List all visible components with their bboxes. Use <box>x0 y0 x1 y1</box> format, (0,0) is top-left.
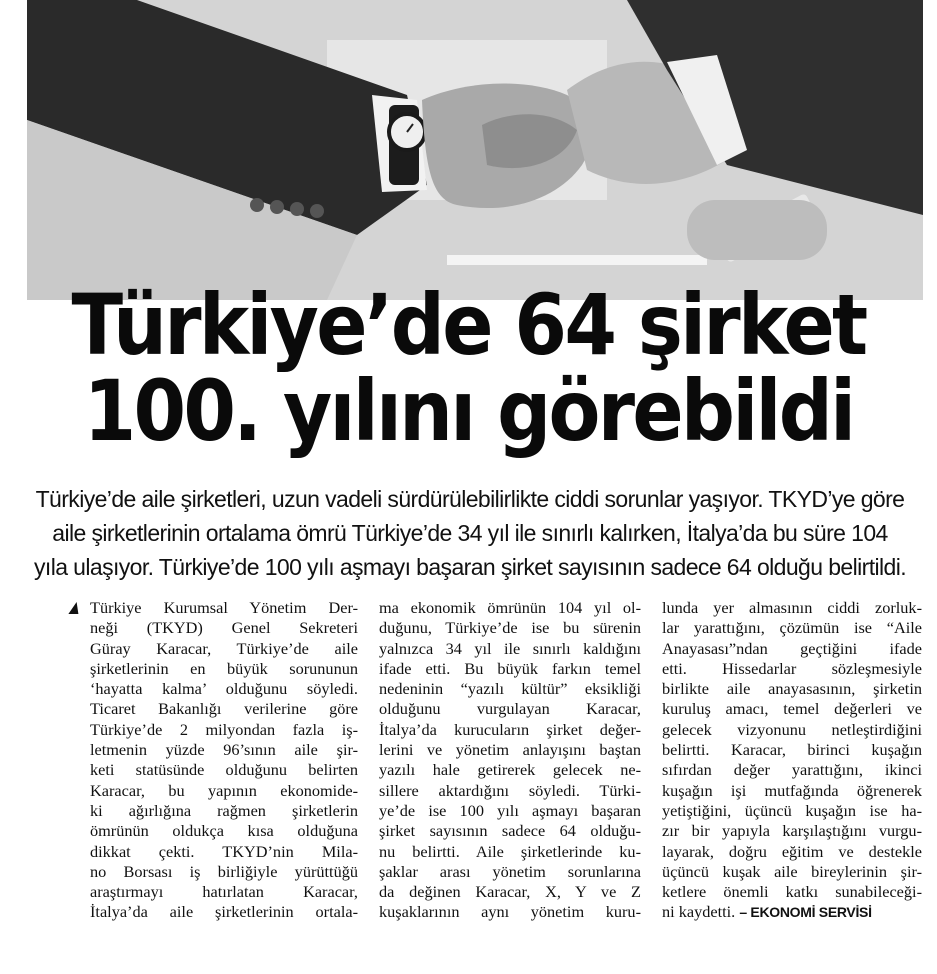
column-3-last-line <box>662 902 922 922</box>
column-2-line: sillere aktardığını söyledi. Türki- <box>379 780 641 800</box>
column-3-line: ni kaydetti. <box>662 902 736 922</box>
column-2-line: ifade etti. Bu büyük farkın temel <box>379 658 641 678</box>
paragraph-marker-icon <box>68 602 81 614</box>
column-3-line: ketlere önemli katkı sunabileceği- <box>662 882 922 902</box>
column-2-line: ma ekonomik ömrünün 104 yıl ol- <box>379 598 641 617</box>
column-1-line: letmenin yüzde 96’sının aile şir- <box>90 740 358 760</box>
column-3-line: yetiştiğini, üçüncü kuşağın ise ha- <box>662 800 922 820</box>
column-2-line: şirket sayısının sadece 64 olduğu- <box>379 821 641 841</box>
column-1-line: Güray Karacar, Türkiye’de aile <box>90 638 358 658</box>
column-3-line: lunda yer almasının ciddi zorluk- <box>662 598 922 617</box>
lead-line-1: Türkiye’de aile şirketleri, uzun vadeli sürdürülebilirlikte ciddi sorunlar yaşıyor. TKYD’ye göre <box>35 486 905 512</box>
column-2-line: nu belirtti. Aile şirketlerinde ku- <box>379 841 641 861</box>
column-2-line: ye’de ise 100 yılı aşmayı başaran <box>379 800 641 820</box>
column-1-line: ömrünün oldukça kısa olduğuna <box>90 821 358 841</box>
column-1-line: ki ağırlığına rağmen şirketlerin <box>90 800 358 820</box>
column-3-line: Anayasası”ndan geçtiğini ifade <box>662 638 922 658</box>
column-2-line: lerini ve yönetim anlayışını baştan <box>379 740 641 760</box>
column-1-line: keti statüsünde olduğunu belirten <box>90 760 358 780</box>
column-1-line: Türkiye’de 2 milyondan fazla iş- <box>90 719 358 739</box>
column-1-line: araştırmayı hatırlatan Karacar, <box>90 882 358 902</box>
column-1-line: no Borsası iş birliğiyle yürüttüğü <box>90 861 358 881</box>
column-3-line: sıfırdan değer yarattığını, ikinci <box>662 760 922 780</box>
handshake-illustration <box>27 0 923 300</box>
headline-line-2: 100. yılını görebildi <box>83 362 854 460</box>
column-2-line: yazılı hale getirerek gelecek ne- <box>379 760 641 780</box>
headline-line-1: Türkiye’de 64 şirket <box>71 276 866 374</box>
byline: – EKONOMİ SERVİSİ <box>739 904 872 921</box>
column-2-line: kuşaklarının aynı yönetim kuru- <box>379 902 641 922</box>
column-2-line: olduğunu vurgulayan Karacar, <box>379 699 641 719</box>
column-3-line: birlikte aile anayasasının, şirketin <box>662 679 922 699</box>
lead-line-2: aile şirketlerinin ortalama ömrü Türkiye’de 34 yıl ile sınırlı kalırken, İtalya’da bu süre 104 <box>52 520 888 546</box>
body-column-3 <box>662 598 922 923</box>
column-3-line: üçüncü kuşak aile bireylerinin şir- <box>662 861 922 881</box>
column-2-line: İtalya’da kurucuların şirket değer- <box>379 719 641 739</box>
column-1-line: Türkiye Kurumsal Yönetim Der- <box>90 598 358 617</box>
column-1-line: Ticaret Bakanlığı verilerine göre <box>90 699 358 719</box>
headline <box>47 276 890 460</box>
body-column-1 <box>90 598 358 923</box>
column-1-line: Karacar, bu yapının ekonomide- <box>90 780 358 800</box>
column-1-line: şirketlerinin en büyük sorununun <box>90 658 358 678</box>
body-column-2 <box>379 598 641 923</box>
column-3-line: kuşağın işi mutfağında öğrenerek <box>662 780 922 800</box>
column-2-line: yalnızca 34 yıl ile sınırlı kaldığını <box>379 638 641 658</box>
handshake-photo <box>27 0 923 300</box>
column-3-line: etti. Hissedarlar sözleşmesiyle <box>662 658 922 678</box>
column-3-line: kuruluş amacı, temel değerleri ve <box>662 699 922 719</box>
lead-paragraph <box>18 482 922 584</box>
lead-line-3: yıla ulaşıyor. Türkiye’de 100 yılı aşmayı başaran şirket sayısının sadece 64 olduğu belirtildi. <box>34 554 906 580</box>
column-2-line: şaklar arası yönetim sorunlarına <box>379 861 641 881</box>
column-3-line: layarak, doğru eğitim ve destekle <box>662 841 922 861</box>
column-1-line: İtalya’da aile şirketlerinin ortala- <box>90 902 358 922</box>
column-2-line: da değinen Karacar, X, Y ve Z <box>379 882 641 902</box>
column-2-line: nedeninin “yazılı kültür” eksikliği <box>379 679 641 699</box>
column-1-line: neği (TKYD) Genel Sekreteri <box>90 618 358 638</box>
column-3-line: lar yarattığını, çözümün ise “Aile <box>662 618 922 638</box>
column-3-line: gelecek vizyonunu netleştirdiğini <box>662 719 922 739</box>
column-1-line: ‘hayatta kalma’ olduğunu söyledi. <box>90 679 358 699</box>
column-3-line: zır bir yapıyla karşılaştığını vurgu- <box>662 821 922 841</box>
column-3-line: belirtti. Karacar, birinci kuşağın <box>662 740 922 760</box>
column-2-line: duğunu, Türkiye’de ise bu sürenin <box>379 618 641 638</box>
column-1-line: dikkat çekti. TKYD’nin Mila- <box>90 841 358 861</box>
